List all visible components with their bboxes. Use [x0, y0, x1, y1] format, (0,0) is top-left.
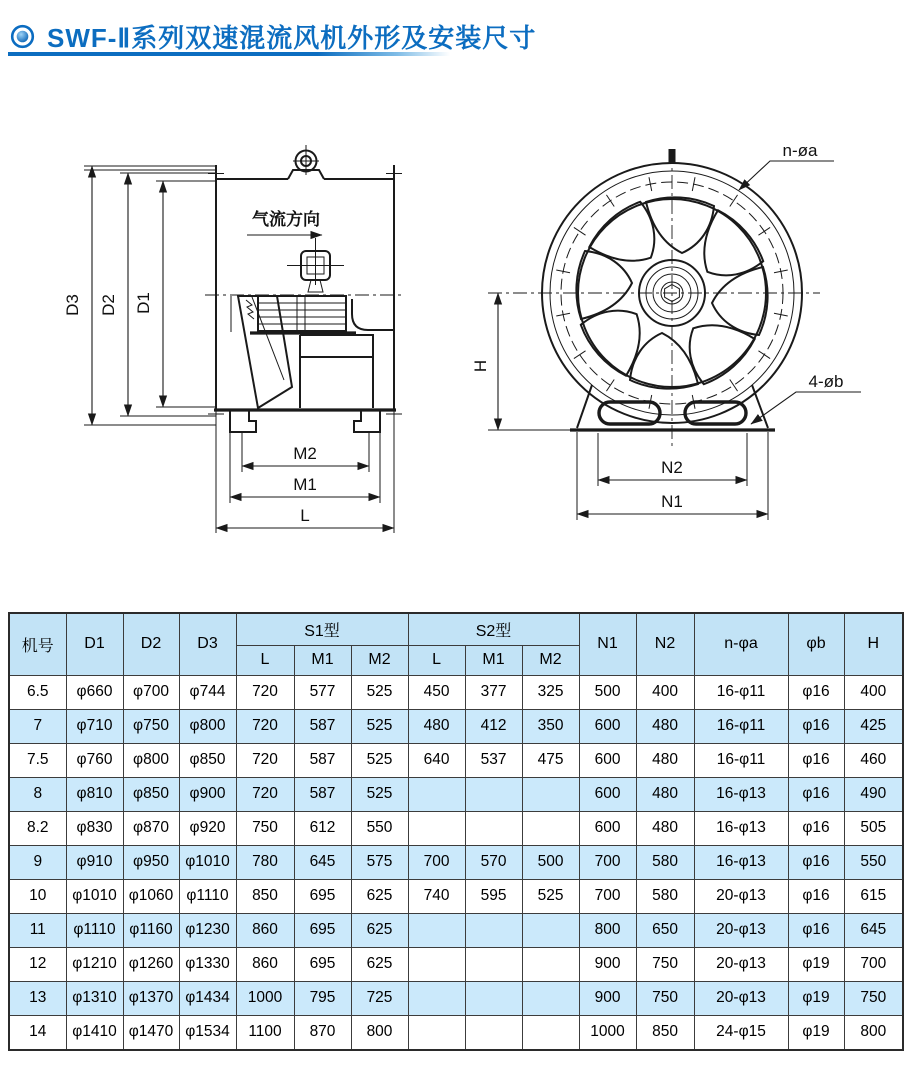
- table-cell: 740: [408, 879, 465, 913]
- header-d2: D2: [123, 613, 179, 675]
- table-cell: 16-φ13: [694, 811, 788, 845]
- table-cell: 412: [465, 709, 522, 743]
- table-body: [9, 675, 903, 1050]
- table-cell: 20-φ13: [694, 947, 788, 981]
- table-cell: 7: [9, 709, 66, 743]
- table-cell: 425: [844, 709, 903, 743]
- table-cell: [522, 1015, 579, 1050]
- dimensions-table: [8, 612, 904, 1051]
- table-cell: φ16: [788, 675, 844, 709]
- table-cell: φ1010: [66, 879, 123, 913]
- table-cell: [522, 981, 579, 1015]
- table-cell: 8: [9, 777, 66, 811]
- table-cell: 20-φ13: [694, 879, 788, 913]
- table-cell: 870: [294, 1015, 351, 1050]
- junction-box: [287, 238, 344, 292]
- table-cell: φ1470: [123, 1015, 179, 1050]
- table-cell: 450: [408, 675, 465, 709]
- table-cell: φ1060: [123, 879, 179, 913]
- table-cell: 14: [9, 1015, 66, 1050]
- table-cell: [522, 913, 579, 947]
- table-cell: 537: [465, 743, 522, 777]
- table-cell: 700: [579, 879, 636, 913]
- airflow-direction-label: 气流方向: [252, 210, 320, 229]
- table-cell: [408, 947, 465, 981]
- table-cell: [408, 777, 465, 811]
- table-cell: 625: [351, 947, 408, 981]
- table-row: [9, 709, 903, 743]
- table-cell: 525: [351, 777, 408, 811]
- table-cell: 16-φ11: [694, 675, 788, 709]
- table-cell: [408, 1015, 465, 1050]
- table-cell: 645: [294, 845, 351, 879]
- table-cell: 24-φ15: [694, 1015, 788, 1050]
- header-s2-group: S2型: [408, 613, 579, 645]
- table-cell: φ900: [179, 777, 236, 811]
- table-cell: 900: [579, 981, 636, 1015]
- table-cell: 6.5: [9, 675, 66, 709]
- table-cell: φ16: [788, 879, 844, 913]
- table-cell: 490: [844, 777, 903, 811]
- table-cell: 587: [294, 743, 351, 777]
- table-cell: 550: [844, 845, 903, 879]
- table-cell: 525: [351, 709, 408, 743]
- table-cell: 750: [844, 981, 903, 1015]
- table-cell: 11: [9, 913, 66, 947]
- table-cell: φ830: [66, 811, 123, 845]
- table-cell: 480: [636, 709, 694, 743]
- table-cell: 550: [351, 811, 408, 845]
- table-cell: 16-φ13: [694, 777, 788, 811]
- table-cell: φ1110: [179, 879, 236, 913]
- table-cell: φ1310: [66, 981, 123, 1015]
- table-cell: 720: [236, 675, 294, 709]
- table-cell: 325: [522, 675, 579, 709]
- table-cell: 695: [294, 913, 351, 947]
- table-cell: φ800: [123, 743, 179, 777]
- table-cell: 600: [579, 743, 636, 777]
- table-cell: φ1410: [66, 1015, 123, 1050]
- motor-assembly: [231, 296, 394, 408]
- table-row: [9, 1015, 903, 1050]
- table-cell: φ950: [123, 845, 179, 879]
- table-cell: φ850: [123, 777, 179, 811]
- table-row: [9, 777, 903, 811]
- table-row: [9, 675, 903, 709]
- table-cell: [465, 777, 522, 811]
- dim-label-d2: D2: [99, 294, 118, 316]
- table-cell: φ16: [788, 777, 844, 811]
- table-cell: 1100: [236, 1015, 294, 1050]
- table-cell: 625: [351, 879, 408, 913]
- table-cell: 480: [636, 811, 694, 845]
- table-cell: φ16: [788, 709, 844, 743]
- table-cell: [408, 981, 465, 1015]
- table-cell: 475: [522, 743, 579, 777]
- dim-label-m1: M1: [293, 475, 317, 494]
- table-cell: 1000: [236, 981, 294, 1015]
- table-cell: 725: [351, 981, 408, 1015]
- dim-label-d3: D3: [63, 294, 82, 316]
- table-cell: 12: [9, 947, 66, 981]
- table-row: [9, 913, 903, 947]
- table-cell: 1000: [579, 1015, 636, 1050]
- table-cell: 525: [522, 879, 579, 913]
- table-cell: 650: [636, 913, 694, 947]
- table-cell: 13: [9, 981, 66, 1015]
- table-cell: φ750: [123, 709, 179, 743]
- table-cell: 16-φ13: [694, 845, 788, 879]
- table-cell: 600: [579, 811, 636, 845]
- table-cell: 720: [236, 777, 294, 811]
- table-cell: φ660: [66, 675, 123, 709]
- table-cell: 500: [522, 845, 579, 879]
- mounting-feet: [230, 410, 380, 432]
- table-cell: [522, 947, 579, 981]
- table-cell: 595: [465, 879, 522, 913]
- header-phi-b: φb: [788, 613, 844, 675]
- table-cell: [408, 913, 465, 947]
- table-cell: φ1210: [66, 947, 123, 981]
- table-cell: [465, 913, 522, 947]
- table-cell: 625: [351, 913, 408, 947]
- table-cell: φ700: [123, 675, 179, 709]
- table-cell: 7.5: [9, 743, 66, 777]
- table-cell: 9: [9, 845, 66, 879]
- table-cell: 16-φ11: [694, 743, 788, 777]
- table-cell: [522, 777, 579, 811]
- table-cell: φ16: [788, 913, 844, 947]
- table-cell: φ19: [788, 1015, 844, 1050]
- table-cell: 600: [579, 777, 636, 811]
- table-cell: 575: [351, 845, 408, 879]
- table-cell: 695: [294, 947, 351, 981]
- table-cell: φ1434: [179, 981, 236, 1015]
- table-row: [9, 981, 903, 1015]
- header-n-phi-a: n-φa: [694, 613, 788, 675]
- table-cell: φ760: [66, 743, 123, 777]
- table-cell: φ920: [179, 811, 236, 845]
- table-cell: 720: [236, 743, 294, 777]
- table-cell: 480: [636, 777, 694, 811]
- table-cell: φ16: [788, 743, 844, 777]
- header-s1-l: L: [236, 645, 294, 675]
- table-cell: 587: [294, 709, 351, 743]
- table-cell: φ1110: [66, 913, 123, 947]
- table-cell: 612: [294, 811, 351, 845]
- table-cell: 750: [636, 947, 694, 981]
- header-machine-no: 机号: [9, 613, 66, 675]
- table-cell: 460: [844, 743, 903, 777]
- table-cell: 350: [522, 709, 579, 743]
- table-row: [9, 743, 903, 777]
- table-cell: 580: [636, 879, 694, 913]
- table-cell: 16-φ11: [694, 709, 788, 743]
- table-cell: [522, 811, 579, 845]
- table-cell: φ1370: [123, 981, 179, 1015]
- table-cell: 800: [351, 1015, 408, 1050]
- table-cell: 615: [844, 879, 903, 913]
- dim-label-h: H: [471, 359, 490, 373]
- table-cell: 570: [465, 845, 522, 879]
- table-cell: [465, 981, 522, 1015]
- table-cell: φ19: [788, 981, 844, 1015]
- callout-label-bolt-circle: n-øa: [782, 141, 818, 160]
- callout-label-foot-holes: 4-øb: [808, 372, 844, 391]
- table-cell: 20-φ13: [694, 981, 788, 1015]
- table-cell: φ16: [788, 845, 844, 879]
- table-cell: 860: [236, 947, 294, 981]
- table-header: [9, 613, 903, 675]
- header-s2-m2: M2: [522, 645, 579, 675]
- dim-label-n2: N2: [661, 458, 683, 477]
- table-cell: 750: [636, 981, 694, 1015]
- table-cell: 600: [579, 709, 636, 743]
- header-d3: D3: [179, 613, 236, 675]
- table-cell: [408, 811, 465, 845]
- header-s2-m1: M1: [465, 645, 522, 675]
- table-cell: 850: [636, 1015, 694, 1050]
- table-cell: 850: [236, 879, 294, 913]
- table-cell: 720: [236, 709, 294, 743]
- table-cell: 700: [844, 947, 903, 981]
- table-cell: 400: [636, 675, 694, 709]
- table-cell: 800: [579, 913, 636, 947]
- table-cell: 860: [236, 913, 294, 947]
- dim-label-l: L: [300, 506, 310, 525]
- header-h: H: [844, 613, 903, 675]
- page-title: SWF-Ⅱ系列双速混流风机外形及安装尺寸: [47, 22, 537, 53]
- lifting-eye: [288, 145, 324, 179]
- table-cell: 8.2: [9, 811, 66, 845]
- table-cell: 480: [408, 709, 465, 743]
- table-cell: 750: [236, 811, 294, 845]
- table-cell: φ910: [66, 845, 123, 879]
- dim-label-n1: N1: [661, 492, 683, 511]
- table-cell: 577: [294, 675, 351, 709]
- table-cell: φ850: [179, 743, 236, 777]
- table-cell: 525: [351, 675, 408, 709]
- table-cell: 580: [636, 845, 694, 879]
- header-s1-m1: M1: [294, 645, 351, 675]
- header-s1-m2: M2: [351, 645, 408, 675]
- table-cell: φ1330: [179, 947, 236, 981]
- dim-label-m2: M2: [293, 444, 317, 463]
- header-s1-group: S1型: [236, 613, 408, 645]
- side-view: [63, 145, 405, 533]
- table-row: [9, 879, 903, 913]
- table-cell: φ1160: [123, 913, 179, 947]
- table-cell: 800: [844, 1015, 903, 1050]
- table-cell: 645: [844, 913, 903, 947]
- table-cell: 525: [351, 743, 408, 777]
- table-cell: [465, 947, 522, 981]
- table-cell: φ800: [179, 709, 236, 743]
- table-cell: 400: [844, 675, 903, 709]
- table-cell: 640: [408, 743, 465, 777]
- table-cell: φ710: [66, 709, 123, 743]
- table-cell: [465, 811, 522, 845]
- table-cell: 780: [236, 845, 294, 879]
- table-cell: 377: [465, 675, 522, 709]
- table-cell: [465, 1015, 522, 1050]
- table-cell: φ744: [179, 675, 236, 709]
- table-cell: φ870: [123, 811, 179, 845]
- dim-label-d1: D1: [134, 292, 153, 314]
- table-cell: φ16: [788, 811, 844, 845]
- table-cell: 505: [844, 811, 903, 845]
- header-n1: N1: [579, 613, 636, 675]
- table-row: [9, 947, 903, 981]
- table-cell: φ1010: [179, 845, 236, 879]
- table-cell: 700: [408, 845, 465, 879]
- header-d1: D1: [66, 613, 123, 675]
- table-cell: φ19: [788, 947, 844, 981]
- table-cell: 695: [294, 879, 351, 913]
- table-cell: φ1260: [123, 947, 179, 981]
- table-cell: φ1534: [179, 1015, 236, 1050]
- table-cell: 700: [579, 845, 636, 879]
- header-s2-l: L: [408, 645, 465, 675]
- table-cell: 20-φ13: [694, 913, 788, 947]
- table-cell: 480: [636, 743, 694, 777]
- table-cell: 795: [294, 981, 351, 1015]
- front-view: [471, 141, 861, 520]
- table-cell: 500: [579, 675, 636, 709]
- table-cell: φ1230: [179, 913, 236, 947]
- header-n2: N2: [636, 613, 694, 675]
- table-cell: 10: [9, 879, 66, 913]
- table-cell: 900: [579, 947, 636, 981]
- table-row: [9, 811, 903, 845]
- table-cell: 587: [294, 777, 351, 811]
- table-cell: φ810: [66, 777, 123, 811]
- table-row: [9, 845, 903, 879]
